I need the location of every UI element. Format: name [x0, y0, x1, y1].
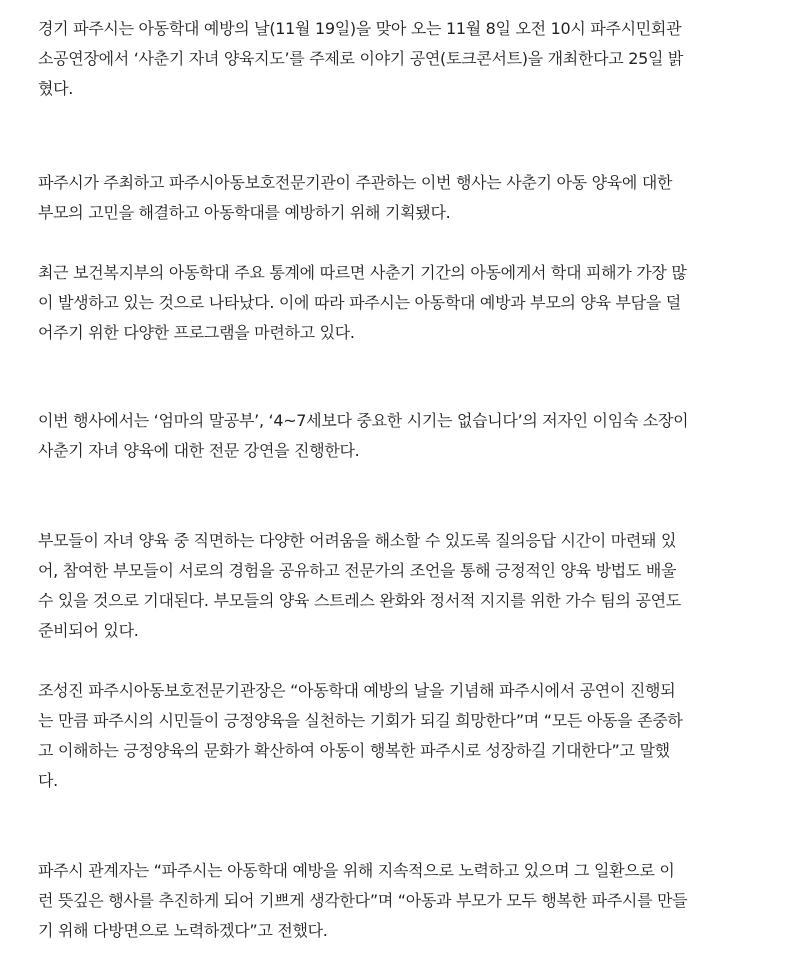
paragraph-line: 어, 참여한 부모들이 서로의 경험을 공유하고 전문가의 조언을 통해 긍정적인 양육 방법도 배울	[38, 561, 677, 580]
paragraph-line: 파주시 관계자는 “파주시는 아동학대 예방을 위해 지속적으로 노력하고 있으며 그 일환으로 이	[38, 861, 675, 880]
paragraph-line: 부모들이 자녀 양육 중 직면하는 다양한 어려움을 해소할 수 있도록 질의응답 시간이 마련돼 있	[38, 531, 677, 550]
paragraph-event-purpose	[38, 168, 672, 228]
paragraph-line: 부모의 고민을 해결하고 아동학대를 예방하기 위해 기획됐다.	[38, 203, 451, 222]
paragraph-line: 준비되어 있다.	[38, 621, 139, 640]
paragraph-line: 고 이해하는 긍정양육의 문화가 확산하여 아동이 행복한 파주시로 성장하길 기대한다”고 말했	[38, 741, 670, 760]
paragraph-line: 파주시가 주최하고 파주시아동보호전문기관이 주관하는 이번 행사는 사춘기 아동 양육에 대한	[38, 173, 673, 192]
paragraph-line: 소공연장에서 ‘사춘기 자녀 양육지도’를 주제로 이야기 공연(토크콘서트)을 개최한다고 25일 밝	[38, 49, 684, 68]
paragraph-line: 사춘기 자녀 양육에 대한 전문 강연을 진행한다.	[38, 441, 360, 460]
paragraph-director-quote	[38, 676, 683, 796]
paragraph-line: 런 뜻깊은 행사를 추진하게 되어 기쁘게 생각한다”며 “아동과 부모가 모두 행복한 파주시를 만들	[38, 891, 688, 910]
paragraph-qa-and-performance	[38, 526, 681, 646]
paragraph-line: 경기 파주시는 아동학대 예방의 날(11월 19일)을 맞아 오는 11월 8일 오전 10시 파주시민회관	[38, 19, 682, 38]
paragraph-line: 이번 행사에서는 ‘엄마의 말공부’, ‘4~7세보다 중요한 시기는 없습니다’의 저자인 이임숙 소장이	[38, 411, 689, 430]
paragraph-official-quote	[38, 856, 687, 946]
paragraph-event-announcement	[38, 14, 683, 104]
paragraph-statistics	[38, 258, 687, 348]
paragraph-line: 기 위해 다방면으로 노력하겠다”고 전했다.	[38, 921, 328, 940]
paragraph-line: 조성진 파주시아동보호전문기관장은 “아동학대 예방의 날을 기념해 파주시에서 공연이 진행되	[38, 681, 676, 700]
paragraph-line: 최근 보건복지부의 아동학대 주요 통계에 따르면 사춘기 기간의 아동에게서 학대 피해가 가장 많	[38, 263, 687, 282]
paragraph-line: 혔다.	[38, 79, 74, 98]
paragraph-line: 다.	[38, 771, 58, 790]
paragraph-line: 이 발생하고 있는 것으로 나타났다. 이에 따라 파주시는 아동학대 예방과 부모의 양육 부담을 덜	[38, 293, 681, 312]
paragraph-line: 수 있을 것으로 기대된다. 부모들의 양육 스트레스 완화와 정서적 지지를 위한 가수 팀의 공연도	[38, 591, 681, 610]
paragraph-lecture	[38, 406, 688, 466]
paragraph-line: 어주기 위한 다양한 프로그램을 마련하고 있다.	[38, 323, 355, 342]
paragraph-line: 는 만큼 파주시의 시민들이 긍정양육을 실천하는 기회가 되길 희망한다”며 “모든 아동을 존중하	[38, 711, 683, 730]
